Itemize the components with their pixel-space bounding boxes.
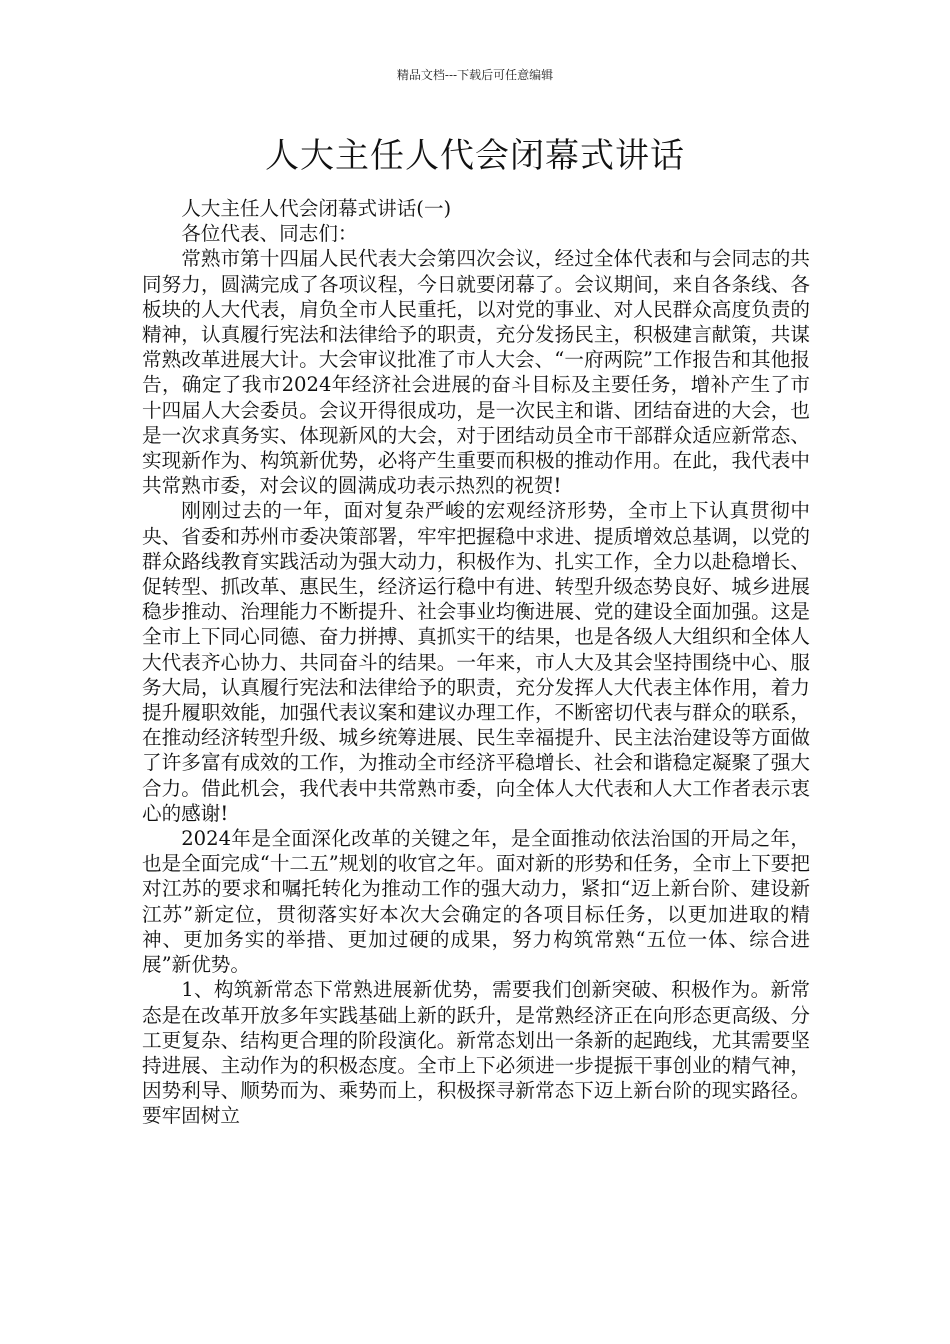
header-note: 精品文档---下载后可任意编辑 (396, 68, 554, 82)
paragraph-salutation: 各位代表、同志们： (181, 222, 358, 246)
paragraph-subtitle: 人大主任人代会闭幕式讲话(一) (181, 197, 452, 220)
paragraph: 刚刚过去的一年，面对复杂严峻的宏观经济形势，全市上下认真贯彻中央、省委和苏州市委决策部署，牢牢把握稳中求进、提质增效总基调，以党的群众路线教育实践活动为强大动力，积极作为、扎实工作，全力以赴稳增长、促转型、抓改革、惠民生，经济运行稳中有进、转型升级态势良好、城乡进展稳步推动、治理能力不断提升、社会事业均衡进展、党的建设全面加强。这是全市上下同心同德、奋力拼搏、真抓实干的结果，也是各级人大组织和全体人大代表齐心协力、共同奋斗的结果。一年来，市人大及其会坚持围绕中心、服务大局，认真履行宪法和法律给予的职责，充分发挥人大代表主体作用，着力提升履职效能，加强代表议案和建议办理工作，不断密切代表与群众的联系，在推动经济转型升级、城乡统筹进展、民生幸福提升、民主法治建设等方面做了许多富有成效的工作，为推动全市经济平稳增长、社会和谐稳定凝聚了强大合力。借此机会，我代表中共常熟市委，向全体人大代表和人大工作者表示衷心的感谢! (142, 499, 810, 825)
document-body (142, 196, 810, 1129)
paragraph: 常熟市第十四届人民代表大会第四次会议，经过全体代表和与会同志的共同努力，圆满完成了各项议程，今日就要闭幕了。会议期间，来自各条线、各板块的人大代表，肩负全市人民重托，以对党的事业、对人民群众高度负责的精神，认真履行宪法和法律给予的职责，充分发扬民主，积极建言献策，共谋常熟改革进展大计。大会审议批准了市人大会、“一府两院”工作报告和其他报告，确定了我市2024年经济社会进展的奋斗目标及主要任务，增补产生了市十四届人大会委员。会议开得很成功，是一次民主和谐、团结奋进的大会，也是一次求真务实、体现新风的大会，对于团结动员全市干部群众适应新常态、实现新作为、构筑新优势，必将产生重要而积极的推动作用。在此，我代表中共常熟市委，对会议的圆满成功表示热烈的祝贺! (142, 247, 810, 498)
document-title: 人大主任人代会闭幕式讲话 (265, 136, 685, 176)
paragraph: 2024年是全面深化改革的关键之年，是全面推动依法治国的开局之年，也是全面完成“十二五”规划的收官之年。面对新的形势和任务，全市上下要把对江苏的要求和嘱托转化为推动工作的强大动力，紧扣“迈上新台阶、建设新江苏”新定位，贯彻落实好本次大会确定的各项目标任务，以更加进取的精神、更加务实的举措、更加过硬的成果，努力构筑常熟“五位一体、综合进展”新优势。 (142, 827, 810, 977)
paragraph: 1、构筑新常态下常熟进展新优势，需要我们创新突破、积极作为。新常态是在改革开放多年实践基础上新的跃升，是常熟经济正在向形态更高级、分工更复杂、结构更合理的阶段演化。新常态划出一条新的起跑线，尤其需要坚持进展、主动作为的积极态度。全市上下必须进一步提振干事创业的精气神，因势利导、顺势而为、乘势而上，积极探寻新常态下迈上新台阶的现实路径。要牢固树立 (142, 978, 810, 1128)
